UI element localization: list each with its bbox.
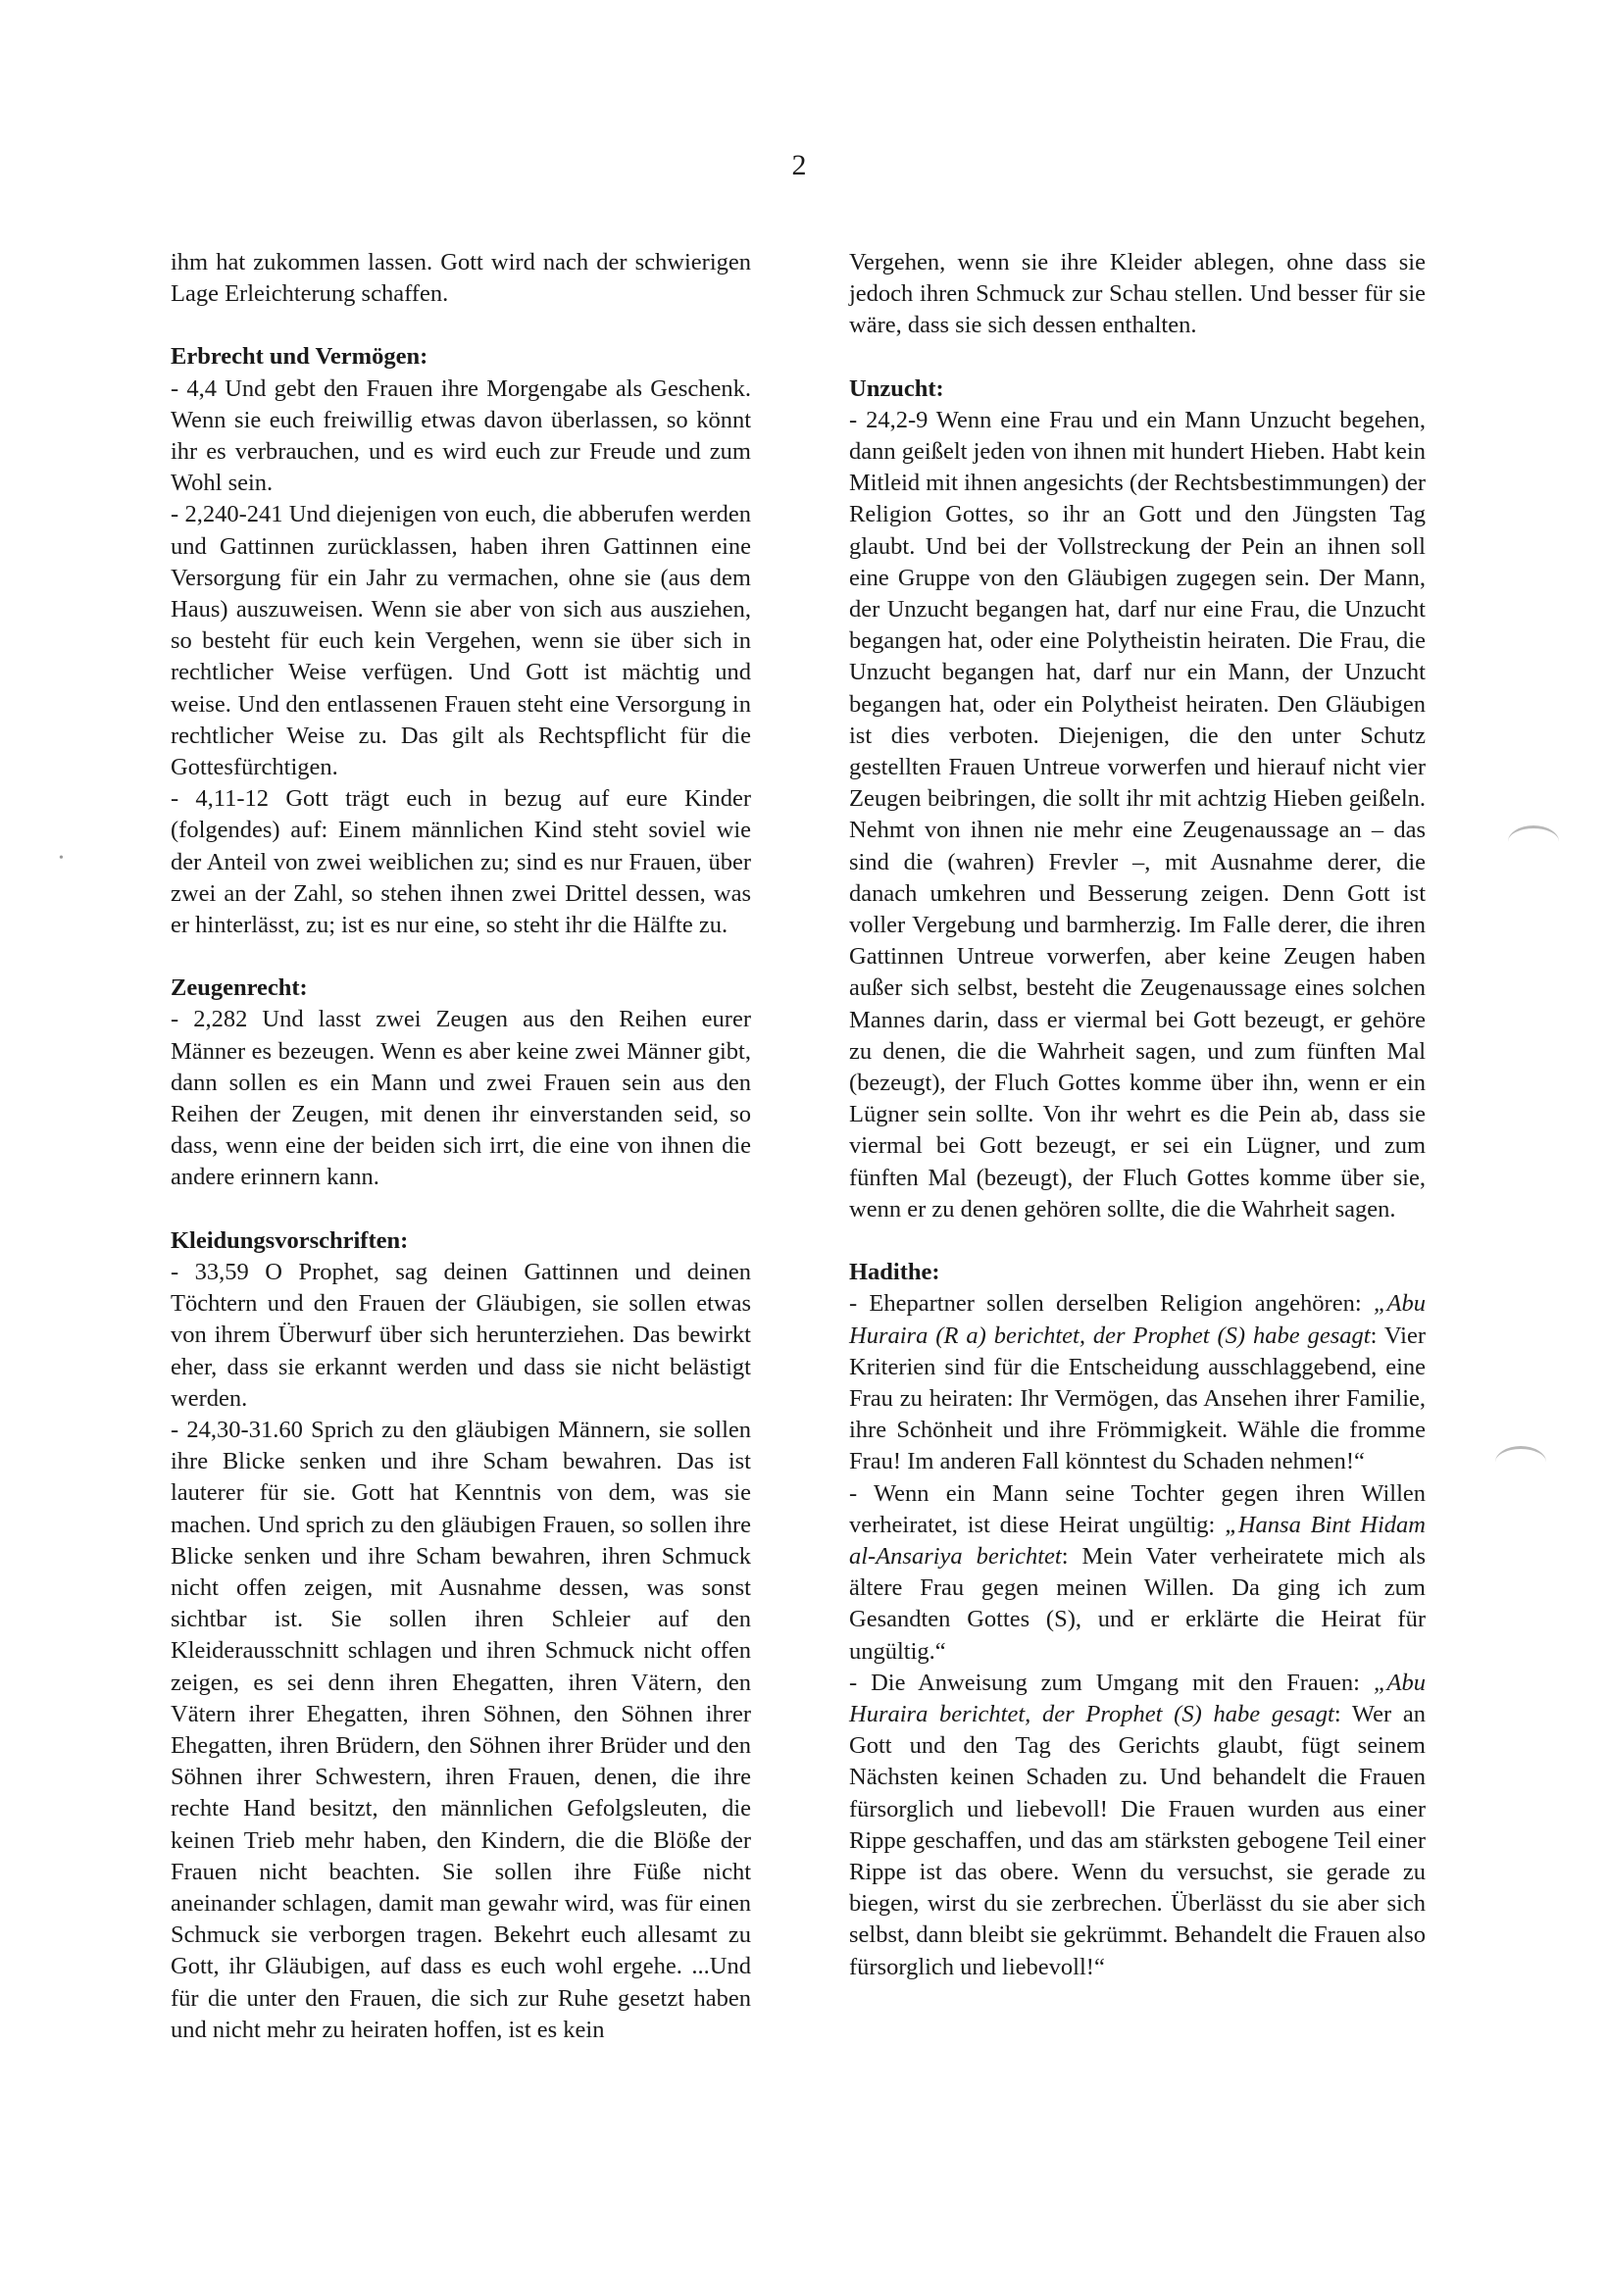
hadith-1-source: „Abu Huraira (R a) berichtet, der Prophet (S) habe gesagt xyxy=(849,1290,1426,1349)
hadith-paragraph-2 xyxy=(849,1478,1426,1668)
right-intro-paragraph: Vergehen, wenn sie ihre Kleider ablegen, ohne dass sie jedoch ihren Schmuck zur Schau stellen. Und besser für sie wäre, dass sie sich dessen enthalten. xyxy=(849,249,1426,339)
hadith-paragraph-3 xyxy=(849,1668,1426,1983)
page-number: 2 xyxy=(791,149,807,181)
heading-unzucht: Unzucht: xyxy=(849,374,944,402)
kleidung-paragraph-2: - 24,30-31.60 Sprich zu den gläubigen Männern, sie sollen ihre Blicke senken und ihre Scham bewahren. Das ist lauterer für sie. Gott hat Kenntnis von dem, was sie machen. Und sprich zu den gläubigen Frauen, so sollen ihre Blicke senken und ihre Scham bewahren, ihren Schmuck nicht offen zeigen, mit Ausnahme dessen, was sonst sichtbar ist. Sie sollen ihren Schleier auf den Kleiderausschnitt schlagen und ihren Schmuck nicht offen zeigen, es sei denn ihren Ehegatten, ihren Vätern, den Vätern ihrer Ehegatten, ihren Söhnen, den Söhnen ihrer Ehegatten, ihren Brüdern, den Söhnen ihrer Brüder und den Söhnen ihrer Schwestern, ihren Frauen, denen, die ihre rechte Hand besitzt, den männlichen Gefolgsleuten, die keinen Trieb mehr haben, den Kindern, die die Blöße der Frauen nicht beachten. Sie sollen ihre Füße nicht aneinander schlagen, damit man gewahr wird, was für einen Schmuck sie verborgen tragen. Bekehrt euch allesamt zu Gott, ihr Gläubigen, auf dass es euch wohl ergehe. ...Und für die unter den Frauen, die sich zur Ruhe gesetzt haben und nicht mehr zu heiraten hoffen, ist es kein xyxy=(171,1416,751,2043)
hadith-3-text: : Wer an Gott und den Tag des Gerichts glaubt, fügt seinem Nächsten keinen Schaden zu. Und behandelt die Frauen fürsorglich und liebevoll! Die Frauen wurden aus einer Rippe geschaffen, und das am stärksten gebogene Teil einer Rippe ist das obere. Wenn du versuchst, sie gerade zu biegen, wirst du sie zerbrechen. Überlässt du sie aber sich selbst, dann bleibt sie gekrümmt. Behandelt die Frauen also fürsorglich und liebevoll!“ xyxy=(849,1700,1426,1980)
stray-dot-mark: • xyxy=(59,851,64,866)
zeugenrecht-paragraph-1: - 2,282 Und lasst zwei Zeugen aus den Reihen eurer Männer es bezeugen. Wenn es aber keine zwei Männer gibt, dann sollen es ein Mann und zwei Frauen sein aus den Reihen der Zeugen, mit denen ihr einverstanden seid, so dass, wenn eine der beiden sich irrt, die eine von ihnen die andere erinnern kann. xyxy=(171,1006,751,1191)
hadith-2-source: „Hansa Bint Hidam al-Ansariya berichtet xyxy=(849,1511,1427,1570)
punch-hole-mark-bottom xyxy=(1495,1446,1546,1478)
heading-kleidung: Kleidungsvorschriften: xyxy=(171,1226,409,1254)
heading-zeugenrecht: Zeugenrecht: xyxy=(171,974,308,1002)
kleidung-paragraph-1: - 33,59 O Prophet, sag deinen Gattinnen und deinen Töchtern und den Frauen der Gläubigen, sie sollen etwas von ihrem Überwurf über sich herunterziehen. Das bewirkt eher, dass sie erkannt werden und dass sie nicht belästigt werden. xyxy=(171,1258,751,1412)
unzucht-paragraph-1: - 24,2-9 Wenn eine Frau und ein Mann Unzucht begehen, dann geißelt jeden von ihnen mit hundert Hieben. Habt kein Mitleid mit ihnen angesichts (der Rechtsbestimmungen) der Religion Gottes, so ihr an Gott und den Jüngsten Tag glaubt. Und bei der Vollstreckung der Pein an ihnen soll eine Gruppe von den Gläubigen zugegen sein. Der Mann, der Unzucht begangen hat, darf nur eine Frau, die Unzucht begangen hat, oder eine Polytheistin heiraten. Die Frau, die Unzucht begangen hat, darf nur ein Mann, der Unzucht begangen hat, oder ein Polytheist heiraten. Den Gläubigen ist dies verboten. Diejenigen, die den unter Schutz gestellten Frauen Untreue vorwerfen und hierauf nicht vier Zeugen beibringen, die sollt ihr mit achtzig Hieben geißeln. Nehmt von ihnen nie mehr eine Zeugenaussage an – das sind die (wahren) Frevler –, mit Ausnahme derer, die danach umkehren und Besserung zeigen. Denn Gott ist voller Vergebung und barmherzig. Im Falle derer, die ihren Gattinnen Untreue vorwerfen, aber keine Zeugen haben außer sich selbst, besteht die Zeugenaussage eines solchen Mannes darin, dass er viermal bei Gott bezeugt, er gehöre zu denen, die die Wahrheit sagen, und zum fünften Mal (bezeugt), der Fluch Gottes komme über ihn, wenn er ein Lügner sein sollte. Von ihr wehrt es die Pein ab, dass sie viermal bei Gott bezeugt, er sei ein Lügner, und zum fünften Mal (bezeugt), der Fluch Gottes komme über sie, wenn er zu denen gehören sollte, die die Wahrheit sagen. xyxy=(849,406,1426,1223)
left-intro-paragraph: ihm hat zukommen lassen. Gott wird nach der schwierigen Lage Erleichterung schaffen. xyxy=(171,249,751,308)
right-column xyxy=(849,247,1426,1983)
heading-erbrecht: Erbrecht und Vermögen: xyxy=(171,343,428,371)
hadith-3-intro: - Die Anweisung zum Umgang mit den Frauen: xyxy=(849,1669,1360,1696)
left-column xyxy=(171,247,751,2046)
hadith-2-intro: - Wenn ein Mann seine Tochter gegen ihren Willen verheiratet, ist diese Heirat ungültig: xyxy=(849,1479,1426,1538)
erbrecht-paragraph-3: - 4,11-12 Gott trägt euch in bezug auf eure Kinder (folgendes) auf: Einem männlichen Kind steht soviel wie der Anteil von zwei weiblichen zu; sind es nur Frauen, über zwei an der Zahl, so stehen ihnen zwei Drittel dessen, was er hinterlässt, zu; ist es nur eine, so steht ihr die Hälfte zu. xyxy=(171,785,751,939)
hadith-paragraph-1 xyxy=(849,1288,1426,1477)
hadith-2-text: : Mein Vater verheiratete mich als ältere Frau gegen meinen Willen. Da ging ich zum Gesandten Gottes (S), und er erklärte die Heirat für ungültig.“ xyxy=(849,1542,1426,1665)
erbrecht-paragraph-1: - 4,4 Und gebt den Frauen ihre Morgengabe als Geschenk. Wenn sie euch freiwillig etwas davon überlassen, so könnt ihr es verbrauchen, und es wird euch zur Freude und zum Wohl sein. xyxy=(171,374,751,497)
hadith-1-text: : Vier Kriterien sind für die Entscheidung ausschlaggebend, eine Frau zu heiraten: Ihr Vermögen, das Ansehen ihrer Familie, ihre Schönheit und ihre Frömmigkeit. Wähle die fromme Frau! Im anderen Fall könntest du Schaden nehmen!“ xyxy=(849,1322,1426,1475)
heading-hadithe: Hadithe: xyxy=(849,1259,940,1286)
hadith-1-intro: - Ehepartner sollen derselben Religion angehören: xyxy=(849,1290,1362,1318)
punch-hole-mark-top xyxy=(1508,825,1559,858)
hadith-3-source: „Abu Huraira berichtet, der Prophet (S) habe gesagt xyxy=(849,1669,1426,1727)
erbrecht-paragraph-2: - 2,240-241 Und diejenigen von euch, die abberufen werden und Gattinnen zurücklassen, haben ihren Gattinnen eine Versorgung für ein Jahr zu vermachen, ohne sie (aus dem Haus) auszuweisen. Wenn sie aber von sich aus ausziehen, so besteht für euch kein Vergehen, wenn sie über sich in rechtlicher Weise verfügen. Und Gott ist mächtig und weise. Und den entlassenen Frauen steht eine Versorgung in rechtlicher Weise zu. Das gilt als Rechtspflicht für die Gottesfürchtigen. xyxy=(171,501,751,781)
